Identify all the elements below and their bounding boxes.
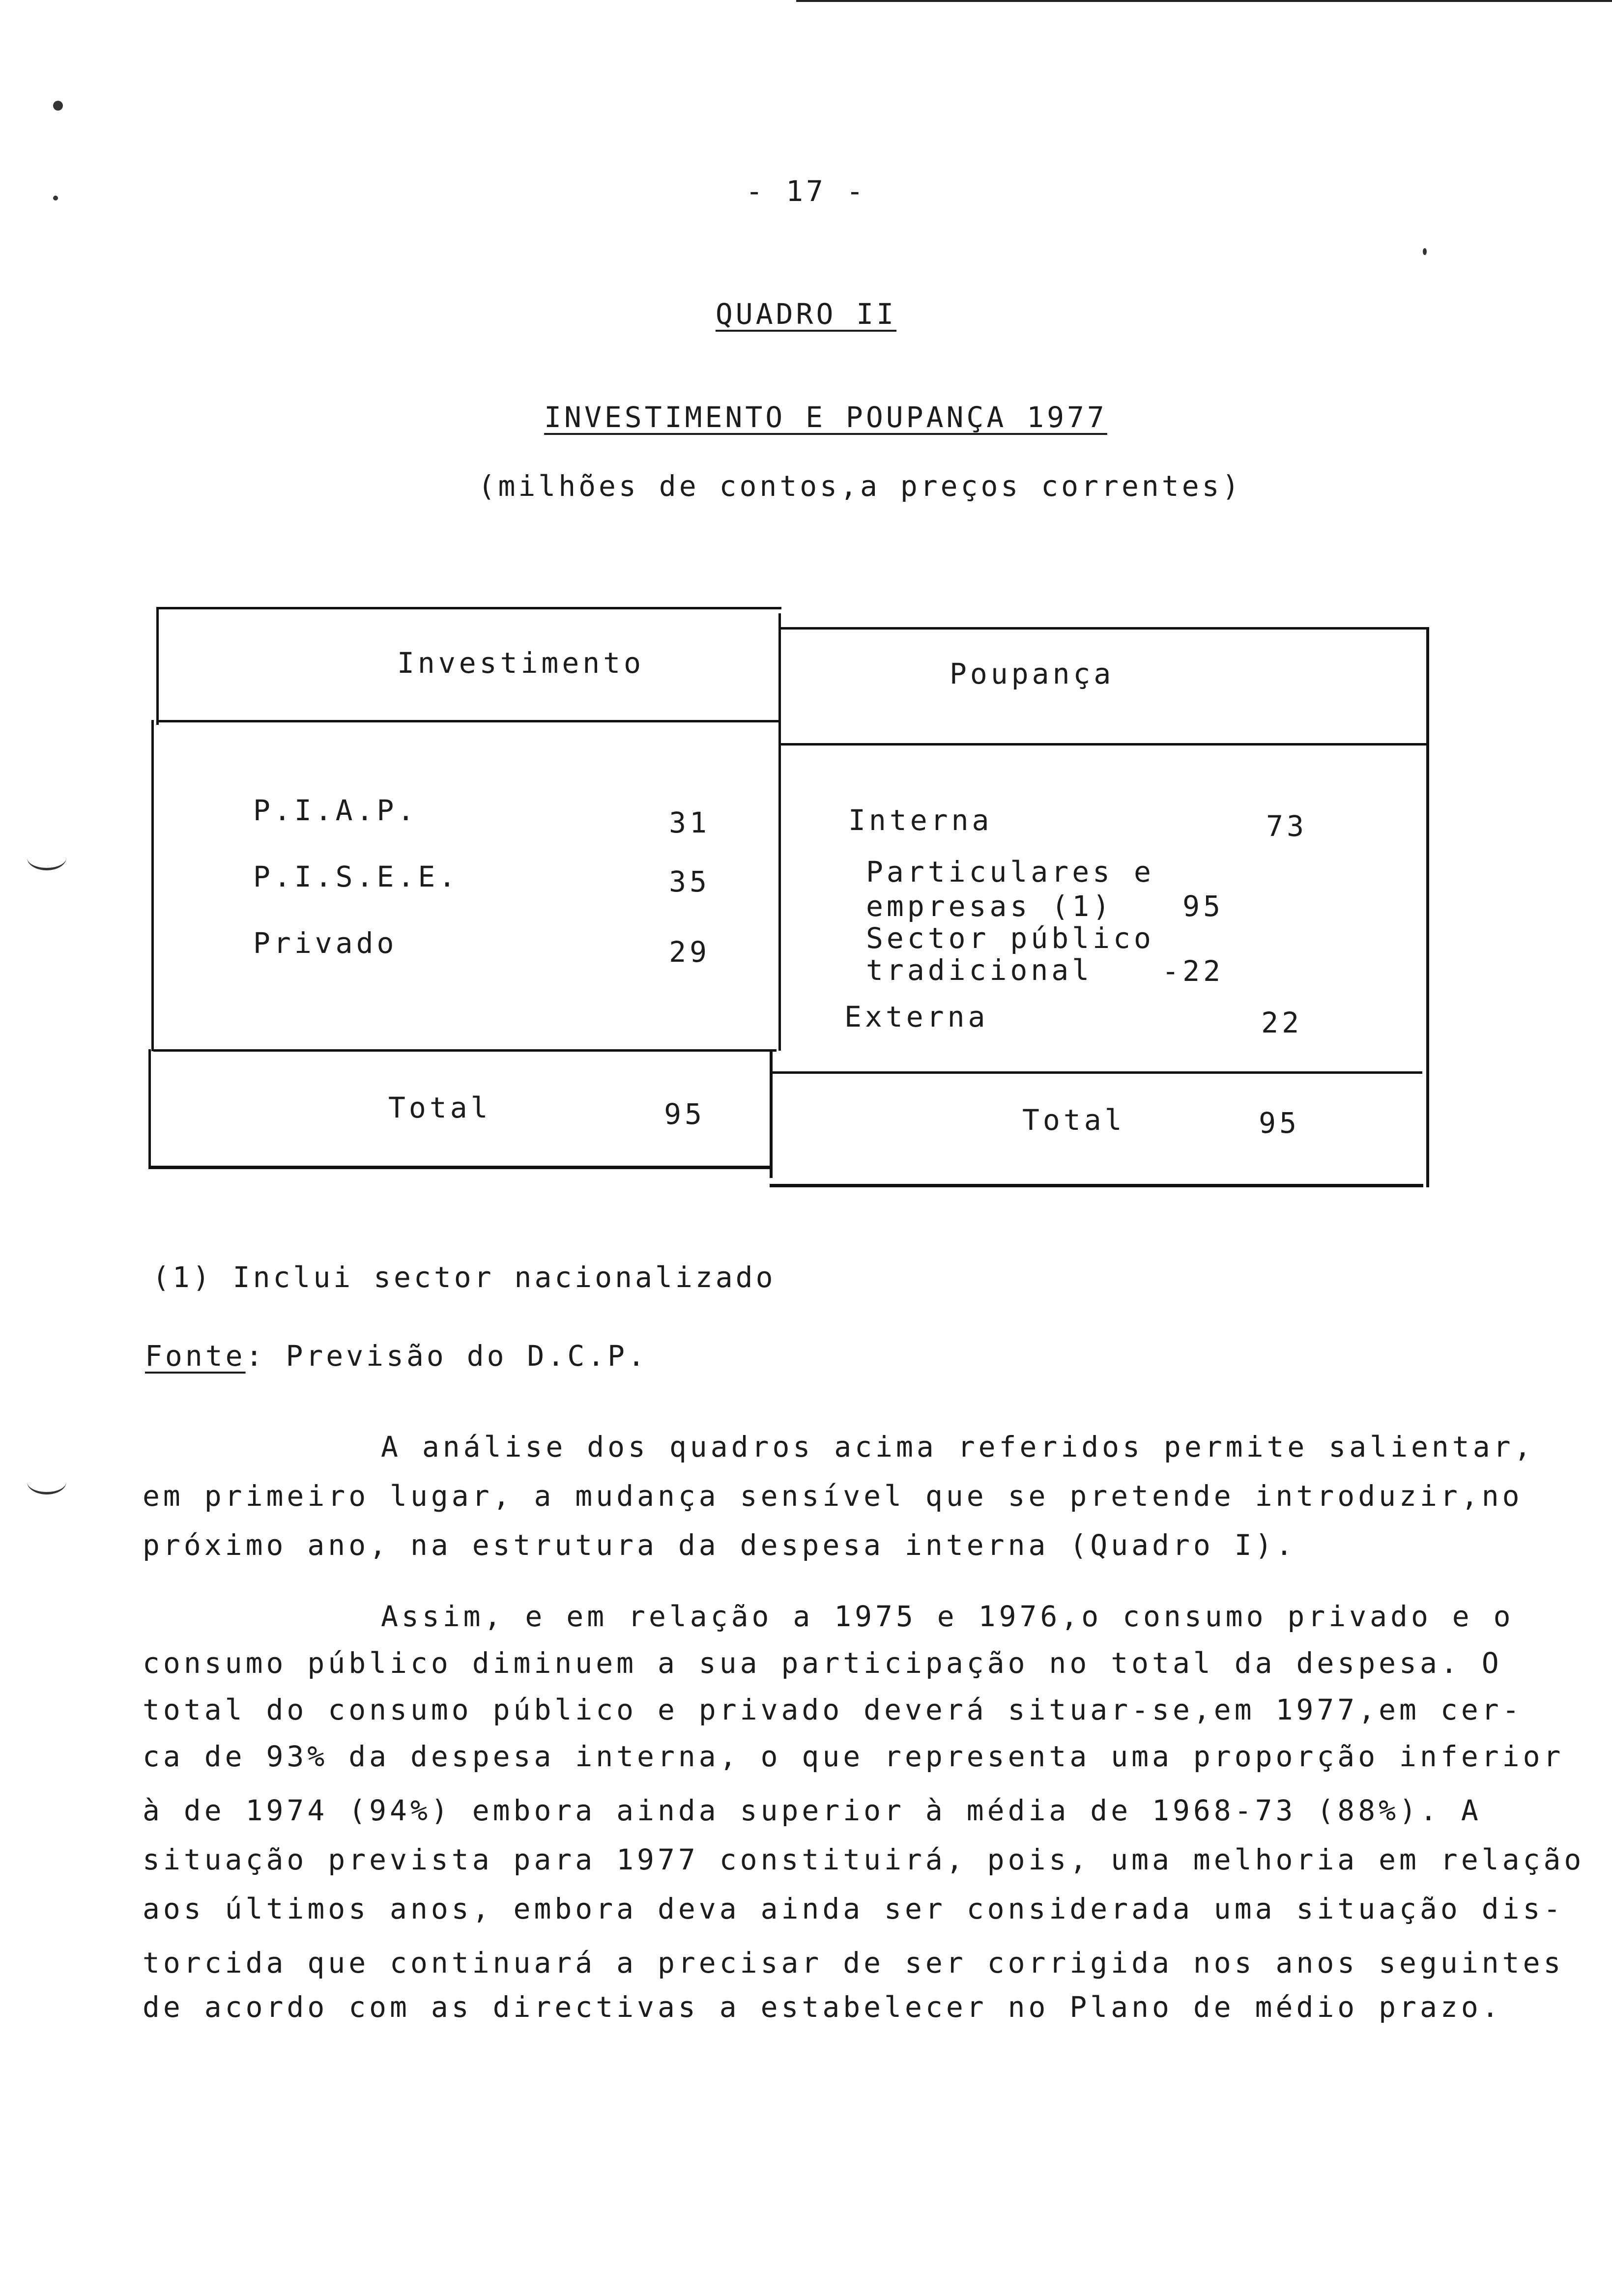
- table-border: [1426, 627, 1429, 1187]
- binder-hole-mark: [27, 1469, 66, 1494]
- paragraph-line: à de 1974 (94%) embora ainda superior à média de 1968-73 (88%). A: [143, 1794, 1482, 1827]
- interna-label: Interna: [848, 804, 993, 837]
- paragraph-line: A análise dos quadros acima referidos permite salientar,: [381, 1430, 1535, 1464]
- table-border: [156, 607, 159, 725]
- row-value-pisee: 35: [669, 865, 710, 898]
- table-border: [153, 1049, 777, 1052]
- table-border: [780, 743, 1429, 746]
- paragraph-line: total do consumo público e privado deverá situar-se,em 1977,em cer-: [143, 1693, 1523, 1726]
- particulares-value: 95: [1182, 890, 1224, 923]
- table-border: [158, 607, 781, 609]
- table-border: [148, 1166, 773, 1169]
- poupanca-header: Poupança: [950, 657, 1115, 690]
- paragraph-line: torcida que continuará a precisar de ser corrigida nos anos seguintes: [143, 1946, 1564, 1980]
- table-border: [780, 627, 1429, 630]
- sector-publico-value: -22: [1162, 954, 1224, 988]
- row-value-piap: 31: [669, 806, 710, 839]
- table-border: [778, 613, 781, 1051]
- table-border: [770, 1049, 773, 1178]
- table-title: INVESTIMENTO E POUPANÇA 1977: [544, 401, 1107, 434]
- poupanca-total-label: Total: [1022, 1103, 1125, 1137]
- paragraph-line: de acordo com as directivas a estabelecer no Plano de médio prazo.: [143, 1990, 1502, 2024]
- table-border: [157, 720, 780, 722]
- table-subtitle: (milhões de contos,a preços correntes): [478, 469, 1242, 503]
- investimento-total-value: 95: [664, 1097, 705, 1131]
- sector-publico-label-line2: tradicional: [866, 953, 1093, 987]
- page-number: - 17 -: [746, 174, 866, 208]
- paragraph-line: ca de 93% da despesa interna, o que representa uma proporção inferior: [143, 1740, 1564, 1773]
- table-border: [773, 1071, 1422, 1074]
- investimento-header: Investimento: [397, 646, 645, 680]
- sector-publico-label-line1: Sector público: [866, 921, 1154, 955]
- paragraph-line: em primeiro lugar, a mudança sensível que se pretende introduzir,no: [143, 1479, 1523, 1513]
- investimento-total-label: Total: [388, 1091, 491, 1124]
- paragraph-line: situação prevista para 1977 constituirá, pois, uma melhoria em relação: [143, 1843, 1585, 1876]
- externa-label: Externa: [844, 1000, 989, 1033]
- footnote: (1) Inclui sector nacionalizado: [152, 1261, 776, 1294]
- scan-speck: [1423, 248, 1427, 255]
- paragraph-line: próximo ano, na estrutura da despesa interna (Quadro I).: [143, 1528, 1296, 1562]
- poupanca-total-value: 95: [1259, 1106, 1300, 1140]
- interna-value: 73: [1266, 809, 1307, 843]
- source-text: : Previsão do D.C.P.: [245, 1339, 648, 1373]
- top-edge-line: [796, 0, 1612, 2]
- scan-speck: [53, 101, 63, 111]
- paragraph-line: aos últimos anos, embora deva ainda ser considerada uma situação dis-: [143, 1892, 1564, 1925]
- row-label-piap: P.I.A.P.: [253, 794, 418, 827]
- table-border: [148, 1049, 151, 1169]
- table-label: QUADRO II: [715, 297, 897, 331]
- table-border: [770, 1184, 1423, 1187]
- binder-hole-mark: [27, 845, 66, 870]
- particulares-label-line2: empresas (1): [866, 890, 1114, 923]
- source-line: [145, 1339, 648, 1373]
- row-label-pisee: P.I.S.E.E.: [253, 860, 460, 893]
- row-label-privado: Privado: [253, 926, 398, 960]
- particulares-label-line1: Particulares e: [866, 855, 1154, 889]
- externa-value: 22: [1261, 1006, 1302, 1039]
- paragraph-line: consumo público diminuem a sua participação no total da despesa. O: [143, 1646, 1502, 1680]
- table-border: [151, 720, 154, 1051]
- row-value-privado: 29: [669, 935, 710, 969]
- paragraph-line: Assim, e em relação a 1975 e 1976,o consumo privado e o: [381, 1600, 1514, 1633]
- source-label: Fonte: [145, 1339, 246, 1373]
